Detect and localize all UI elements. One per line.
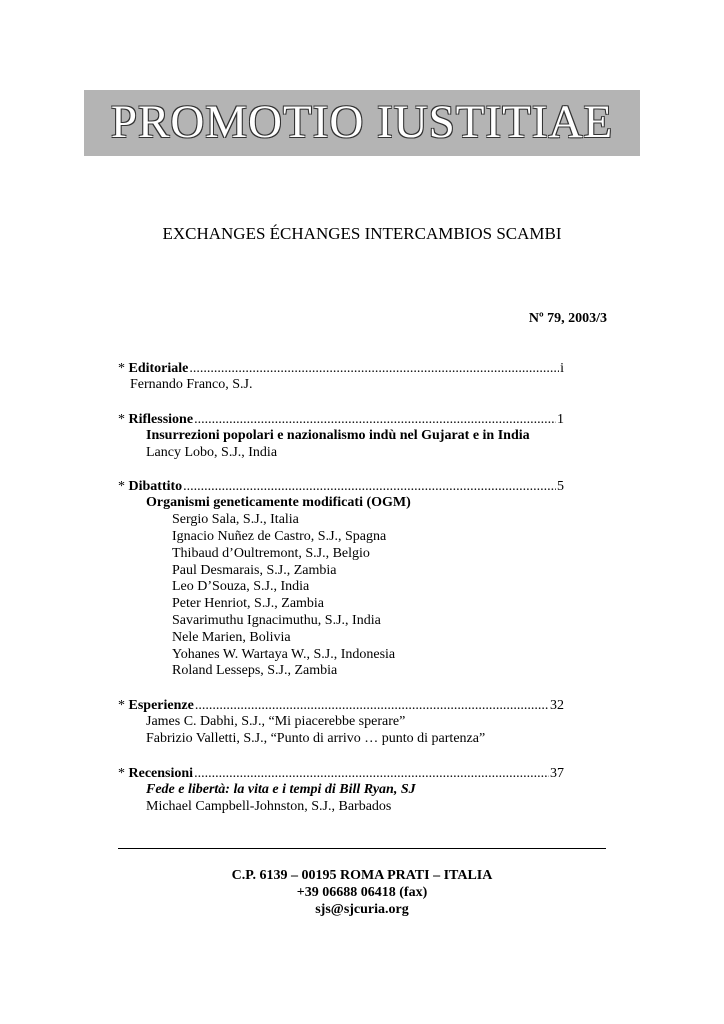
bullet-star: * <box>118 765 129 781</box>
toc-author: Ignacio Nuñez de Castro, S.J., Spagna <box>172 528 387 544</box>
toc-author: Michael Campbell-Johnston, S.J., Barbados <box>146 798 392 814</box>
toc-author: Leo D’Souza, S.J., India <box>172 579 310 595</box>
toc-entry-label: Riflessione <box>128 411 194 427</box>
dot-leader <box>183 478 556 495</box>
toc-author: Yohanes W. Wartaya W., S.J., Indonesia <box>172 646 396 662</box>
journal-title: PROMOTIO IUSTITIAE <box>110 96 614 148</box>
bullet-star: * <box>118 411 129 427</box>
toc-section <box>118 411 564 462</box>
toc-entry-page: 37 <box>550 765 564 781</box>
toc-author: Roland Lesseps, S.J., Zambia <box>172 663 338 679</box>
toc-entry-label: Recensioni <box>128 765 194 781</box>
title-banner <box>84 90 640 156</box>
dot-leader <box>194 765 549 782</box>
toc-entry-heading <box>118 411 564 428</box>
toc-article-title: Fede e libertà: la vita e i tempi di Bill Ryan, SJ <box>146 781 416 797</box>
dot-leader <box>194 411 556 428</box>
footer-fax: +39 06688 06418 (fax) <box>296 885 428 900</box>
toc-author: Paul Desmarais, S.J., Zambia <box>172 562 337 578</box>
toc-entry-heading <box>118 360 564 377</box>
journal-subtitle: EXCHANGES ÉCHANGES INTERCAMBIOS SCAMBI <box>162 224 562 243</box>
toc-entry-label: Editoriale <box>128 361 189 376</box>
toc-author: Sergio Sala, S.J., Italia <box>172 512 299 528</box>
table-of-contents <box>118 360 564 815</box>
toc-entry-heading <box>118 697 564 714</box>
toc-author: Fabrizio Valletti, S.J., “Punto di arrivo … punto di partenza” <box>146 730 486 746</box>
footer <box>0 867 724 918</box>
toc-section <box>118 360 564 394</box>
toc-author: Nele Marien, Bolivia <box>172 629 291 645</box>
toc-entry-label: Esperienze <box>128 698 194 714</box>
footer-divider <box>118 848 606 849</box>
toc-author: Lancy Lobo, S.J., India <box>146 444 278 460</box>
toc-author: Fernando Franco, S.J. <box>130 377 253 392</box>
dot-leader <box>189 360 559 377</box>
toc-section <box>118 697 564 748</box>
toc-entry-page: 1 <box>557 411 564 427</box>
toc-section <box>118 765 564 816</box>
bullet-star: * <box>118 361 129 376</box>
toc-entry-heading <box>118 478 564 495</box>
issue-number: Nº 79, 2003/3 <box>528 311 607 326</box>
toc-entry-page: i <box>560 361 564 376</box>
toc-section <box>118 478 564 680</box>
toc-entry-page: 32 <box>550 698 564 714</box>
toc-article-title: Organismi geneticamente modificati (OGM) <box>146 495 411 511</box>
toc-entry-label: Dibattito <box>128 479 183 495</box>
toc-article-title: Insurrezioni popolari e nazionalismo indù nel Gujarat e in India <box>146 427 530 443</box>
toc-author: Savarimuthu Ignacimuthu, S.J., India <box>172 612 381 628</box>
footer-address: C.P. 6139 – 00195 ROMA PRATI – ITALIA <box>231 868 493 883</box>
toc-author: James C. Dabhi, S.J., “Mi piacerebbe sperare” <box>146 714 406 730</box>
bullet-star: * <box>118 479 129 495</box>
bullet-star: * <box>118 698 129 714</box>
toc-author: Peter Henriot, S.J., Zambia <box>172 596 325 612</box>
toc-author: Thibaud d’Oultremont, S.J., Belgio <box>172 545 370 561</box>
dot-leader <box>195 697 549 714</box>
toc-entry-heading <box>118 765 564 782</box>
toc-entry-page: 5 <box>557 479 564 495</box>
footer-email: sjs@sjcuria.org <box>315 902 409 917</box>
